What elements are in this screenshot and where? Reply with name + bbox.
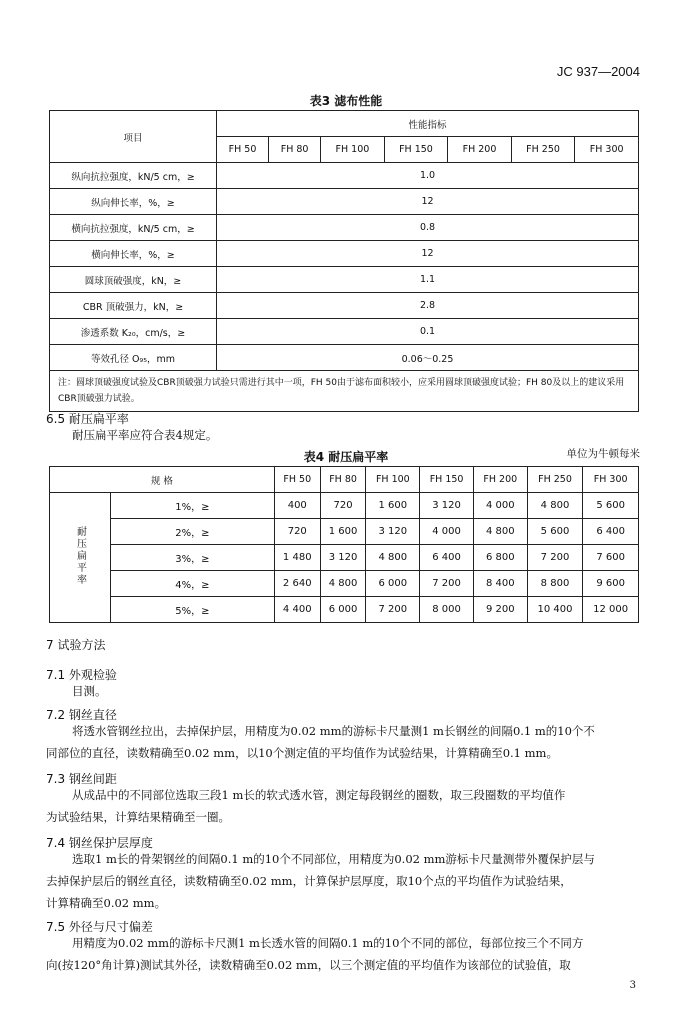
table-row <box>50 545 639 571</box>
table4-cell: 1 600 <box>366 493 420 519</box>
table4-col-header: FH 100 <box>366 467 420 493</box>
table4-cell: 6 800 <box>473 545 527 571</box>
table4-row-label: 1%，≥ <box>111 493 275 519</box>
table-row <box>50 267 639 293</box>
table4-cell: 8 800 <box>527 571 583 597</box>
table3-row-label: CBR 顶破强力，kN，≥ <box>50 293 217 319</box>
table-row <box>50 571 639 597</box>
table4-cell: 3 120 <box>366 519 420 545</box>
table4-cell: 4 800 <box>527 493 583 519</box>
table3-row-label: 渗透系数 K₂₀，cm/s，≥ <box>50 319 217 345</box>
table4-cell: 6 400 <box>420 545 474 571</box>
table4-cell: 8 000 <box>420 597 474 623</box>
table3-row-value: 1.0 <box>217 163 639 189</box>
table4-cell: 5 600 <box>527 519 583 545</box>
table3-row-label: 横向抗拉强度，kN/5 cm，≥ <box>50 215 217 241</box>
table4-cell: 4 000 <box>420 519 474 545</box>
table3-item-header: 项目 <box>50 111 217 163</box>
table4-row-label: 4%，≥ <box>111 571 275 597</box>
table3-row-label: 纵向抗拉强度，kN/5 cm，≥ <box>50 163 217 189</box>
table4-cell: 4 800 <box>320 571 366 597</box>
table4-row-group-text: 耐压扁平率 <box>74 526 86 586</box>
table3-row-value: 12 <box>217 189 639 215</box>
standard-code: JC 937—2004 <box>556 64 640 79</box>
section-7-3-heading: 7.3 钢丝间距 <box>46 772 117 786</box>
table3-col-header: FH 50 <box>217 137 269 163</box>
table4-cell: 1 480 <box>274 545 320 571</box>
section-7-heading: 7 试验方法 <box>46 638 106 652</box>
section-7-1-heading: 7.1 外观检验 <box>46 668 117 682</box>
section-7-4-line: 选取1 m长的骨架钢丝的间隔0.1 m的10个不同部位，用精度为0.02 mm游标卡尺量测带外覆保护层与 <box>72 852 595 866</box>
table3-row-label: 圆球顶破强度，kN，≥ <box>50 267 217 293</box>
table3-col-header: FH 250 <box>511 137 575 163</box>
table4-col-header: FH 50 <box>274 467 320 493</box>
table3-row-value: 2.8 <box>217 293 639 319</box>
table4-cell: 8 400 <box>473 571 527 597</box>
table4-cell: 5 600 <box>583 493 639 519</box>
table-row <box>50 345 639 371</box>
table4-unit: 单位为牛顿每米 <box>566 448 640 460</box>
table3 <box>49 110 639 412</box>
table3-col-header: FH 100 <box>321 137 385 163</box>
table4 <box>49 466 639 623</box>
section-7-2-line: 同部位的直径，读数精确至0.02 mm，以10个测定值的平均值作为试验结果，计算精确至0.1 mm。 <box>46 746 558 760</box>
table4-col-header: FH 80 <box>320 467 366 493</box>
table4-cell: 6 400 <box>583 519 639 545</box>
table3-row-label: 等效孔径 O₉₅，mm <box>50 345 217 371</box>
table3-row-value: 0.06～0.25 <box>217 345 639 371</box>
table4-cell: 6 000 <box>320 597 366 623</box>
section-7-1-text: 目测。 <box>72 684 107 698</box>
table3-group-header: 性能指标 <box>217 111 639 137</box>
table3-row-label: 纵向伸长率，%，≥ <box>50 189 217 215</box>
table4-col-header: FH 300 <box>583 467 639 493</box>
table-row <box>50 597 639 623</box>
table4-cell: 1 600 <box>320 519 366 545</box>
table3-title: 表3 滤布性能 <box>309 94 383 108</box>
section-7-5-line: 向(按120°角计算)测试其外径，读数精确至0.02 mm，以三个测定值的平均值作为该部位的试验值，取 <box>46 958 571 972</box>
table3-row-value: 12 <box>217 241 639 267</box>
table4-row-label: 5%，≥ <box>111 597 275 623</box>
section-6-5-heading: 6.5 耐压扁平率 <box>46 412 129 426</box>
table4-cell: 400 <box>274 493 320 519</box>
section-7-4-line: 去掉保护层后的钢丝直径，读数精确至0.02 mm，计算保护层厚度，取10个点的平均值作为试验结果， <box>46 874 572 888</box>
section-7-2-heading: 7.2 钢丝直径 <box>46 708 117 722</box>
table-row <box>50 189 639 215</box>
table4-cell: 3 120 <box>420 493 474 519</box>
table-row <box>50 163 639 189</box>
table4-cell: 4 800 <box>366 545 420 571</box>
section-7-5-heading: 7.5 外径与尺寸偏差 <box>46 920 153 934</box>
table4-title: 表4 耐压扁平率 <box>303 450 389 464</box>
table4-cell: 720 <box>320 493 366 519</box>
table4-cell: 10 400 <box>527 597 583 623</box>
table4-cell: 2 640 <box>274 571 320 597</box>
table3-col-header: FH 200 <box>448 137 512 163</box>
table-row <box>50 319 639 345</box>
section-7-4-heading: 7.4 钢丝保护层厚度 <box>46 836 153 850</box>
table4-spec-header: 规 格 <box>50 467 275 493</box>
table-row <box>50 241 639 267</box>
section-6-5-text: 耐压扁平率应符合表4规定。 <box>72 428 218 442</box>
table4-cell: 9 200 <box>473 597 527 623</box>
section-7-5-line: 用精度为0.02 mm的游标卡尺测1 m长透水管的间隔0.1 m的10个不同的部位，每部位按三个不同方 <box>72 936 584 950</box>
table3-col-header: FH 80 <box>269 137 321 163</box>
table4-col-header: FH 150 <box>420 467 474 493</box>
table3-row-value: 0.8 <box>217 215 639 241</box>
section-7-3-line: 从成品中的不同部位选取三段1 m长的软式透水管，测定每段钢丝的圈数，取三段圈数的平均值作 <box>72 788 566 802</box>
table4-row-group-label <box>50 493 111 623</box>
table3-row-value: 1.1 <box>217 267 639 293</box>
section-7-4-line: 计算精确至0.02 mm。 <box>46 896 167 910</box>
table4-row-label: 2%，≥ <box>111 519 275 545</box>
table4-col-header: FH 200 <box>473 467 527 493</box>
table4-col-header: FH 250 <box>527 467 583 493</box>
table4-cell: 7 200 <box>366 597 420 623</box>
table3-row-value: 0.1 <box>217 319 639 345</box>
table4-cell: 6 000 <box>366 571 420 597</box>
table-row <box>50 493 639 519</box>
table4-cell: 4 800 <box>473 519 527 545</box>
table4-cell: 9 600 <box>583 571 639 597</box>
table3-col-header: FH 150 <box>384 137 448 163</box>
table3-note: 注：圆球顶破强度试验及CBR顶破强力试验只需进行其中一项，FH 50由于滤布面积较小，应采用圆球顶破强度试验；FH 80及以上的建议采用CBR顶破强力试验。 <box>50 371 639 412</box>
table4-cell: 7 200 <box>527 545 583 571</box>
table-row <box>50 215 639 241</box>
table4-cell: 12 000 <box>583 597 639 623</box>
section-7-2-line: 将透水管钢丝拉出，去掉保护层，用精度为0.02 mm的游标卡尺量测1 m长钢丝的间隔0.1 m的10个不 <box>72 724 595 738</box>
table4-cell: 720 <box>274 519 320 545</box>
table4-cell: 3 120 <box>320 545 366 571</box>
table4-cell: 7 600 <box>583 545 639 571</box>
table4-cell: 4 400 <box>274 597 320 623</box>
table4-row-label: 3%，≥ <box>111 545 275 571</box>
table-row <box>50 519 639 545</box>
table3-row-label: 横向伸长率，%，≥ <box>50 241 217 267</box>
table-row <box>50 293 639 319</box>
table3-col-header: FH 300 <box>575 137 639 163</box>
table4-cell: 7 200 <box>420 571 474 597</box>
table4-cell: 4 000 <box>473 493 527 519</box>
section-7-3-line: 为试验结果，计算结果精确至一圈。 <box>46 810 230 824</box>
page-number: 3 <box>629 980 636 991</box>
